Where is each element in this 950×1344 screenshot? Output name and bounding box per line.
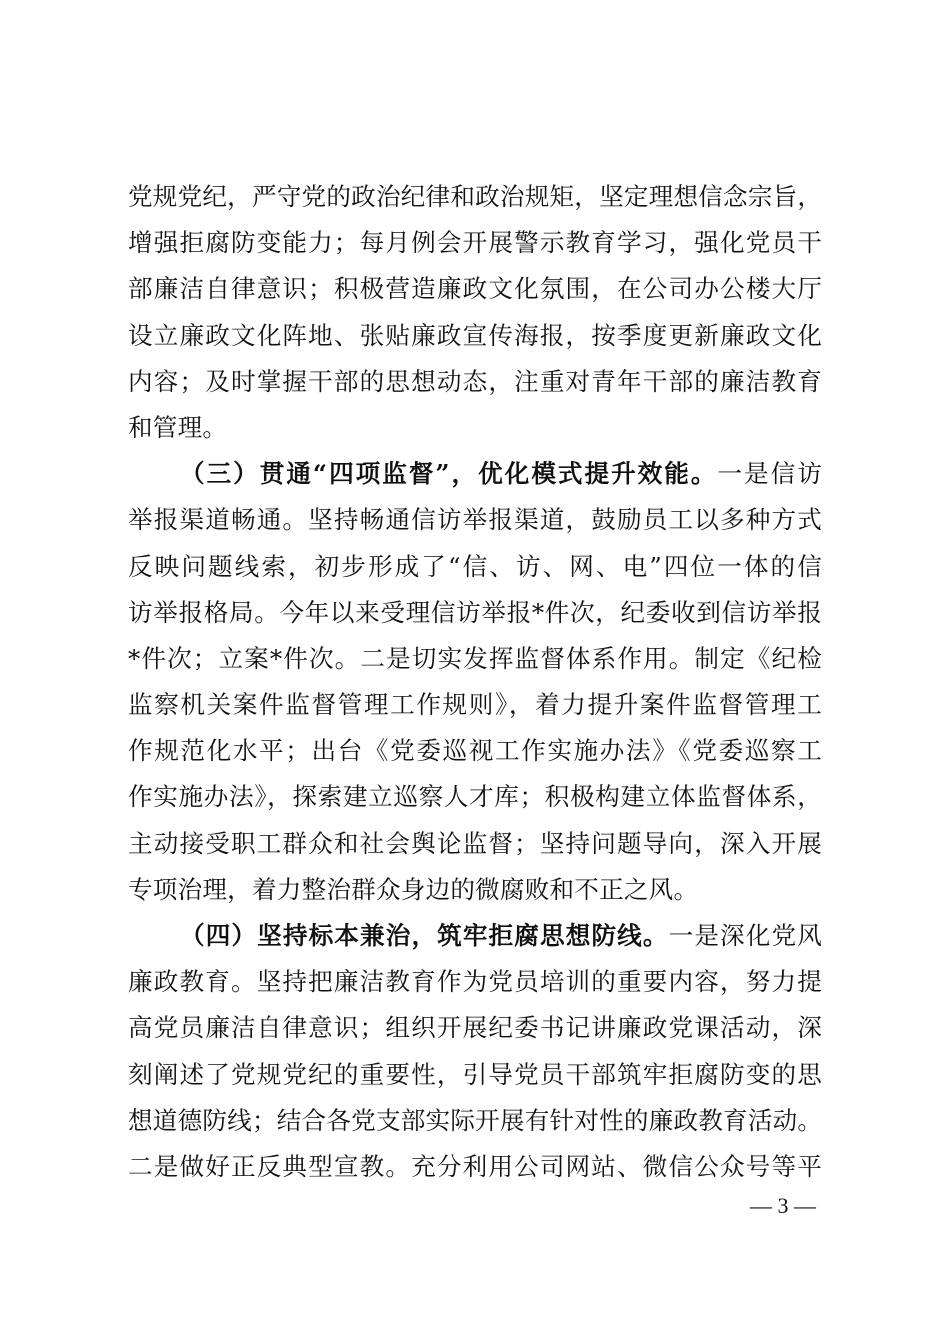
text-line — [128, 1052, 822, 1098]
text-line — [128, 1005, 822, 1051]
text-line — [128, 913, 822, 959]
text-line — [128, 405, 822, 451]
body-text: 访举报格局。今年以来受理信访举报*件次，纪委收到信访举报 — [128, 597, 822, 627]
body-text: 二是做好正反典型宣教。充分利用公司网站、微信公众号等平 — [128, 1151, 822, 1181]
body-text: 党规党纪，严守党的政治纪律和政治规矩，坚定理想信念宗旨， — [128, 182, 822, 211]
body-text: 增强拒腐防变能力；每月例会开展警示教育学习，强化党员干 — [128, 228, 822, 258]
text-line — [128, 313, 822, 359]
section-heading-text: （四）坚持标本兼治，筑牢拒腐思想防线。 — [180, 921, 669, 950]
section-heading-text: （三）贯通“四项监督”，优化模式提升效能。 — [180, 459, 718, 489]
text-line — [128, 359, 822, 405]
body-text: 设立廉政文化阵地、张贴廉政宣传海报，按季度更新廉政文化 — [128, 320, 822, 350]
body-text: 举报渠道畅通。坚持畅通信访举报渠道，鼓励员工以多种方式 — [128, 505, 822, 535]
body-text: 内容；及时掌握干部的思想动态，注重对青年干部的廉洁教育 — [128, 366, 822, 396]
text-line — [128, 728, 822, 774]
body-text: 主动接受职工群众和社会舆论监督；坚持问题导向，深入开展 — [128, 828, 822, 858]
body-text: 监察机关案件监督管理工作规则》，着力提升案件监督管理工 — [128, 690, 822, 720]
text-line — [128, 867, 822, 913]
body-text: 作实施办法》，探索建立巡察人才库；积极构建立体监督体系， — [128, 782, 822, 812]
text-line — [128, 1098, 822, 1144]
text-line — [128, 174, 822, 220]
body-text: 高党员廉洁自律意识；组织开展纪委书记讲廉政党课活动，深 — [128, 1013, 822, 1043]
body-text: 刻阐述了党规党纪的重要性，引导党员干部筑牢拒腐防变的思 — [128, 1059, 822, 1089]
body-text: 一是深化党风 — [668, 921, 822, 950]
page-number: — 3 — — [750, 1193, 816, 1218]
body-text: 专项治理，着力整治群众身边的微腐败和不正之风。 — [128, 874, 699, 904]
text-line — [128, 497, 822, 543]
text-line — [128, 590, 822, 636]
text-line — [128, 959, 822, 1005]
text-line — [128, 266, 822, 312]
text-line — [128, 451, 822, 497]
document-body — [128, 174, 822, 1190]
text-line — [128, 636, 822, 682]
body-text: 部廉洁自律意识；积极营造廉政文化氛围，在公司办公楼大厅 — [128, 274, 822, 304]
text-line — [128, 544, 822, 590]
text-line — [128, 1144, 822, 1190]
body-text: 作规范化水平；出台《党委巡视工作实施办法》《党委巡察工 — [128, 736, 822, 766]
body-text: 廉政教育。坚持把廉洁教育作为党员培训的重要内容，努力提 — [128, 967, 822, 997]
body-text: 一是信访 — [717, 459, 822, 489]
text-line — [128, 821, 822, 867]
text-line — [128, 774, 822, 820]
text-line — [128, 682, 822, 728]
text-line — [128, 220, 822, 266]
body-text: 想道德防线；结合各党支部实际开展有针对性的廉政教育活动。 — [128, 1105, 822, 1135]
body-text: *件次；立案*件次。二是切实发挥监督体系作用。制定《纪检 — [128, 643, 822, 673]
body-text: 反映问题线索，初步形成了“信、访、网、电”四位一体的信 — [128, 551, 822, 581]
body-text: 和管理。 — [128, 412, 228, 442]
